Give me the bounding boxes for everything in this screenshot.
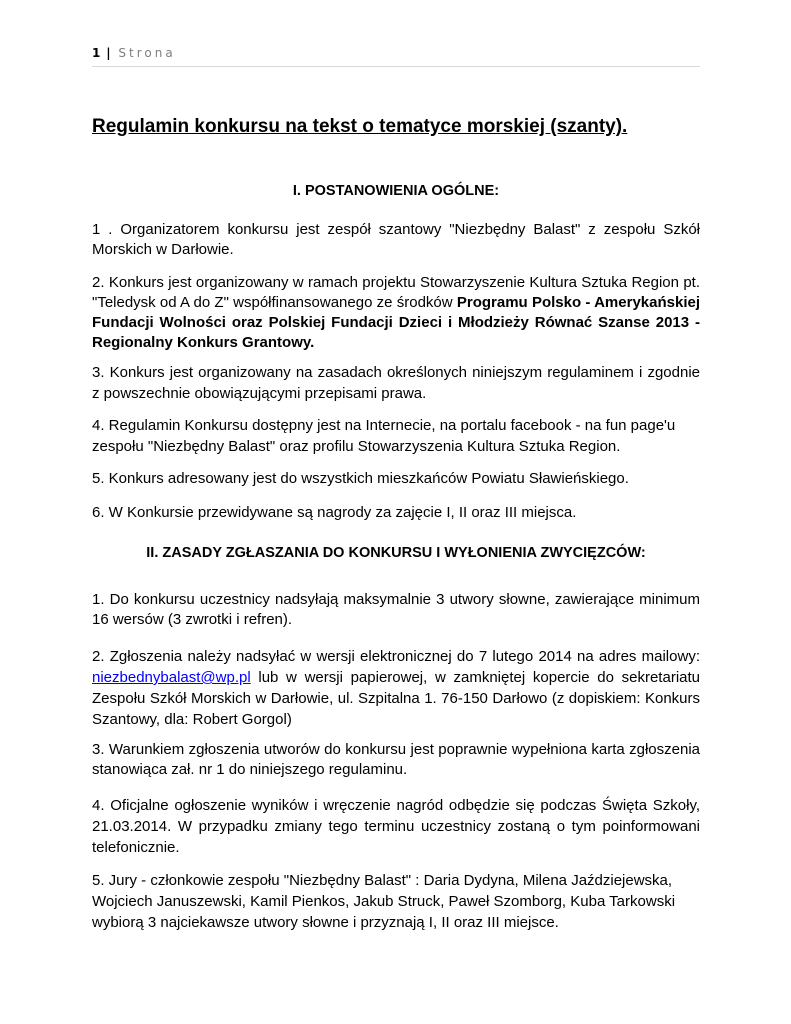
section-1-paragraph-3: 3. Konkurs jest organizowany na zasadach określonych niniejszym regulaminem i zgodnie z powszechnie obowiązującymi przepisami prawa. bbox=[92, 364, 700, 402]
section-2-heading: II. ZASADY ZGŁASZANIA DO KONKURSU I WYŁONIENIA ZWYCIĘZCÓW: bbox=[146, 545, 646, 561]
page-number: 1 bbox=[92, 46, 101, 60]
email-link[interactable]: niezbednybalast@wp.pl bbox=[92, 669, 251, 686]
page-header bbox=[92, 46, 700, 67]
page-label: Strona bbox=[118, 46, 176, 60]
section-2-paragraph-4: 4. Oficjalne ogłoszenie wyników i wręczenie nagród odbędzie się podczas Święta Szkoły, 21.03.2014. W przypadku zmiany tego terminu uczestnicy zostaną o tym poinformowani telefonicznie. bbox=[92, 797, 700, 856]
section-2-paragraph-1: 1. Do konkursu uczestnicy nadsyłają maksymalnie 3 utwory słowne, zawierające minimum 16 wersów (3 zwrotki i refren). bbox=[92, 591, 700, 628]
section-2-paragraph-2 bbox=[92, 646, 700, 730]
section-1-paragraph-4: 4. Regulamin Konkursu dostępny jest na Internecie, na portalu facebook - na fun page'u zespołu "Niezbędny Balast" oraz profilu Stowarzyszenia Kultura Sztuka Region. bbox=[92, 417, 676, 455]
document-title: Regulamin konkursu na tekst o tematyce morskiej (szanty). bbox=[92, 116, 628, 137]
header-separator: | bbox=[106, 46, 111, 60]
section-1-paragraph-2-text: 2. Konkurs jest organizowany w ramach projektu Stowarzyszenie Kultura Sztuka Region pt. "Teledysk od A do Z" współfinansowanego ze środków bbox=[92, 274, 700, 311]
section-2-paragraph-2-before: 2. Zgłoszenia należy nadsyłać w wersji elektronicznej do 7 lutego 2014 na adres mailowy: bbox=[92, 648, 700, 665]
section-2-paragraph-5: 5. Jury - członkowie zespołu "Niezbędny Balast" : Daria Dydyna, Milena Jaździejewska, Wojciech Januszewski, Kamil Pienkos, Jakub Struck, Paweł Szomborg, Kuba Tarkowski wybiorą 3 najciekawsze utwory słowne i przyznają I, II oraz III miejsce. bbox=[92, 872, 676, 931]
section-1-paragraph-5: 5. Konkurs adresowany jest do wszystkich mieszkańców Powiatu Sławieńskiego. bbox=[92, 470, 629, 487]
section-1-paragraph-6: 6. W Konkursie przewidywane są nagrody za zajęcie I, II oraz III miejsca. bbox=[92, 504, 577, 521]
section-2-paragraph-2-after: lub w wersji papierowej, w zamkniętej kopercie do sekretariatu Zespołu Szkół Morskich w Darłowie, ul. Szpitalna 1. 76-150 Darłowo (z dopiskiem: Konkurs Szantowy, dla: Robert Gorgol) bbox=[92, 669, 700, 728]
section-1-paragraph-2 bbox=[92, 273, 700, 353]
section-2-paragraph-3: 3. Warunkiem zgłoszenia utworów do konkursu jest poprawnie wypełniona karta zgłoszenia stanowiąca zał. nr 1 do niniejszego regulaminu. bbox=[92, 741, 700, 778]
section-1-heading: I. POSTANOWIENIA OGÓLNE: bbox=[292, 183, 500, 199]
section-1-paragraph-2-bold: Programu Polsko - Amerykańskiej Fundacji Wolności oraz Polskiej Fundacji Dzieci i Młodzieży Równać Szanse 2013 - Regionalny Konkurs Grantowy. bbox=[92, 294, 700, 351]
section-1-paragraph-1: 1 . Organizatorem konkursu jest zespół szantowy "Niezbędny Balast" z zespołu Szkół Morskich w Darłowie. bbox=[92, 221, 700, 258]
